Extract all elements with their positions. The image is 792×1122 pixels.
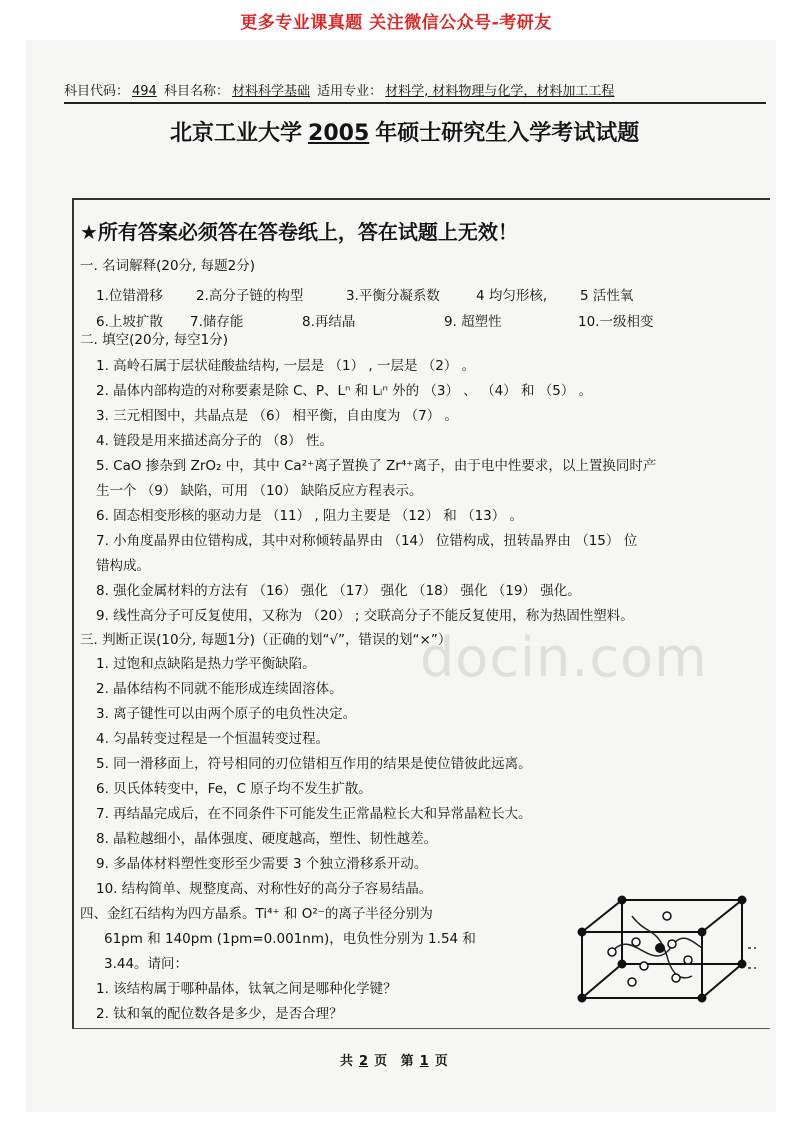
fill-item: 7. 小角度晶界由位错构成，其中对称倾转晶界由 （14） 位错构成，扭转晶界由 （15） 位 [96, 533, 638, 549]
judge-item: 1. 过饱和点缺陷是热力学平衡缺陷。 [96, 656, 316, 672]
fill-item: 4. 链段是用来描述高分子的 （8） 性。 [96, 433, 333, 449]
section4-question: 2. 钛和氧的配位数各是多少，是否合理？ [96, 1006, 343, 1022]
ti-ions [578, 896, 747, 1003]
footer-total-suffix: 页 [374, 1054, 388, 1069]
judge-item: 3. 离子键性可以由两个原子的电负性决定。 [96, 706, 357, 722]
fill-item: 3. 三元相图中，共晶点是 （6） 相平衡，自由度为 （7） 。 [96, 408, 459, 424]
term-item: 8.再结晶 [302, 314, 356, 330]
judge-item: 5. 同一滑移面上，符号相同的刃位错相互作用的结果是使位错彼此远离。 [96, 756, 532, 772]
term-item: 2.高分子链的构型 [196, 288, 304, 304]
section4-line: 3.44。请问： [104, 956, 189, 972]
fill-item: 2. 晶体内部构造的对称要素是除 C、P、Lⁿ 和 Lᵢⁿ 外的 （3） 、 （4） 和 （5） 。 [96, 383, 593, 399]
page-title [170, 116, 639, 147]
section4-line: 四、金红石结构为四方晶系。Ti⁴⁺ 和 O²⁻的离子半径分别为 [80, 906, 433, 922]
rutile-structure-diagram [572, 886, 762, 1016]
section4-line: 61pm 和 140pm (1pm=0.001nm)，电负性分别为 1.54 和 [104, 931, 476, 947]
subject-meta [64, 80, 617, 99]
notice: ★所有答案必须答在答卷纸上，答在试题上无效！ [80, 220, 518, 244]
term-item: 3.平衡分凝系数 [346, 288, 440, 304]
footer-page: 1 [419, 1054, 429, 1069]
subject-code: 494 [132, 84, 157, 99]
term-item: 4 均匀形核, [476, 288, 548, 304]
promo-banner: 更多专业课真题 关注微信公众号-考研友 [240, 13, 552, 33]
footer-total: 2 [359, 1054, 369, 1069]
fill-item: 9. 线性高分子可反复使用，又称为 （20） ; 交联高分子不能反复使用，称为热固性塑料。 [96, 608, 634, 624]
term-item: 7.储存能 [190, 314, 244, 330]
code-label: 科目代码： [64, 84, 130, 99]
fill-item: 错构成。 [96, 558, 150, 574]
judge-item: 9. 多晶体材料塑性变形至少需要 3 个独立滑移系开动。 [96, 856, 428, 872]
term-item: 5 活性氧 [580, 288, 634, 304]
section3-heading: 三. 判断正误(10分, 每题1分)（正确的划“√”，错误的划“×”） [80, 632, 452, 648]
judge-item: 10. 结构简单、规整度高、对称性好的高分子容易结晶。 [96, 881, 433, 897]
subject-name: 材料科学基础 [232, 84, 311, 99]
judge-item: 8. 晶粒越细小，晶体强度、硬度越高，塑性、韧性越差。 [96, 831, 438, 847]
term-item: 6.上坡扩散 [96, 314, 163, 330]
judge-item: 2. 晶体结构不同就不能形成连续固溶体。 [96, 681, 343, 697]
meta-divider [64, 102, 766, 104]
term-item: 9. 超塑性 [444, 314, 502, 330]
judge-item: 7. 再结晶完成后，在不同条件下可能发生正常晶粒长大和异常晶粒长大。 [96, 806, 532, 822]
title-year: 2005 [308, 121, 370, 146]
fill-item: 5. CaO 掺杂到 ZrO₂ 中，其中 Ca²⁺离子置换了 Zr⁴⁺离子，由于电中性要求，以上置换同时产 [96, 458, 657, 474]
section4-question: 1. 该结构属于哪种晶体，钛氧之间是哪种化学键？ [96, 981, 397, 997]
footer-page-suffix: 页 [434, 1054, 448, 1069]
major-label: 适用专业： [317, 84, 383, 99]
section1-heading: 一. 名词解释(20分, 每题2分) [80, 258, 255, 274]
section2-heading: 二. 填空(20分, 每空1分) [80, 332, 228, 348]
title-prefix: 北京工业大学 [170, 121, 303, 146]
watermark: docin.com [420, 626, 708, 689]
fill-item: 1. 高岭石属于层状硅酸盐结构, 一层是 （1） , 一层是 （2） 。 [96, 358, 476, 374]
title-suffix: 年硕士研究生入学考试试题 [375, 121, 640, 146]
footer-total-prefix: 共 [340, 1054, 354, 1069]
subject-major: 材料学, 材料物理与化学，材料加工工程 [385, 84, 615, 99]
page-footer [340, 1050, 448, 1069]
fill-item: 8. 强化金属材料的方法有 （16） 强化 （17） 强化 （18） 强化 （19） 强化。 [96, 583, 581, 599]
judge-item: 4. 匀晶转变过程是一个恒温转变过程。 [96, 731, 330, 747]
term-item: 1.位错滑移 [96, 288, 163, 304]
o-ions [608, 912, 692, 986]
name-label: 科目名称： [163, 84, 229, 99]
fill-item: 生一个 （9） 缺陷，可用 （10） 缺陷反应方程表示。 [96, 483, 423, 499]
judge-item: 6. 贝氏体转变中，Fe，C 原子均不发生扩散。 [96, 781, 372, 797]
term-item: 10.一级相变 [578, 314, 654, 330]
footer-page-prefix: 第 [400, 1054, 414, 1069]
fill-item: 6. 固态相变形核的驱动力是 （11） , 阻力主要是 （12） 和 （13） 。 [96, 508, 524, 524]
